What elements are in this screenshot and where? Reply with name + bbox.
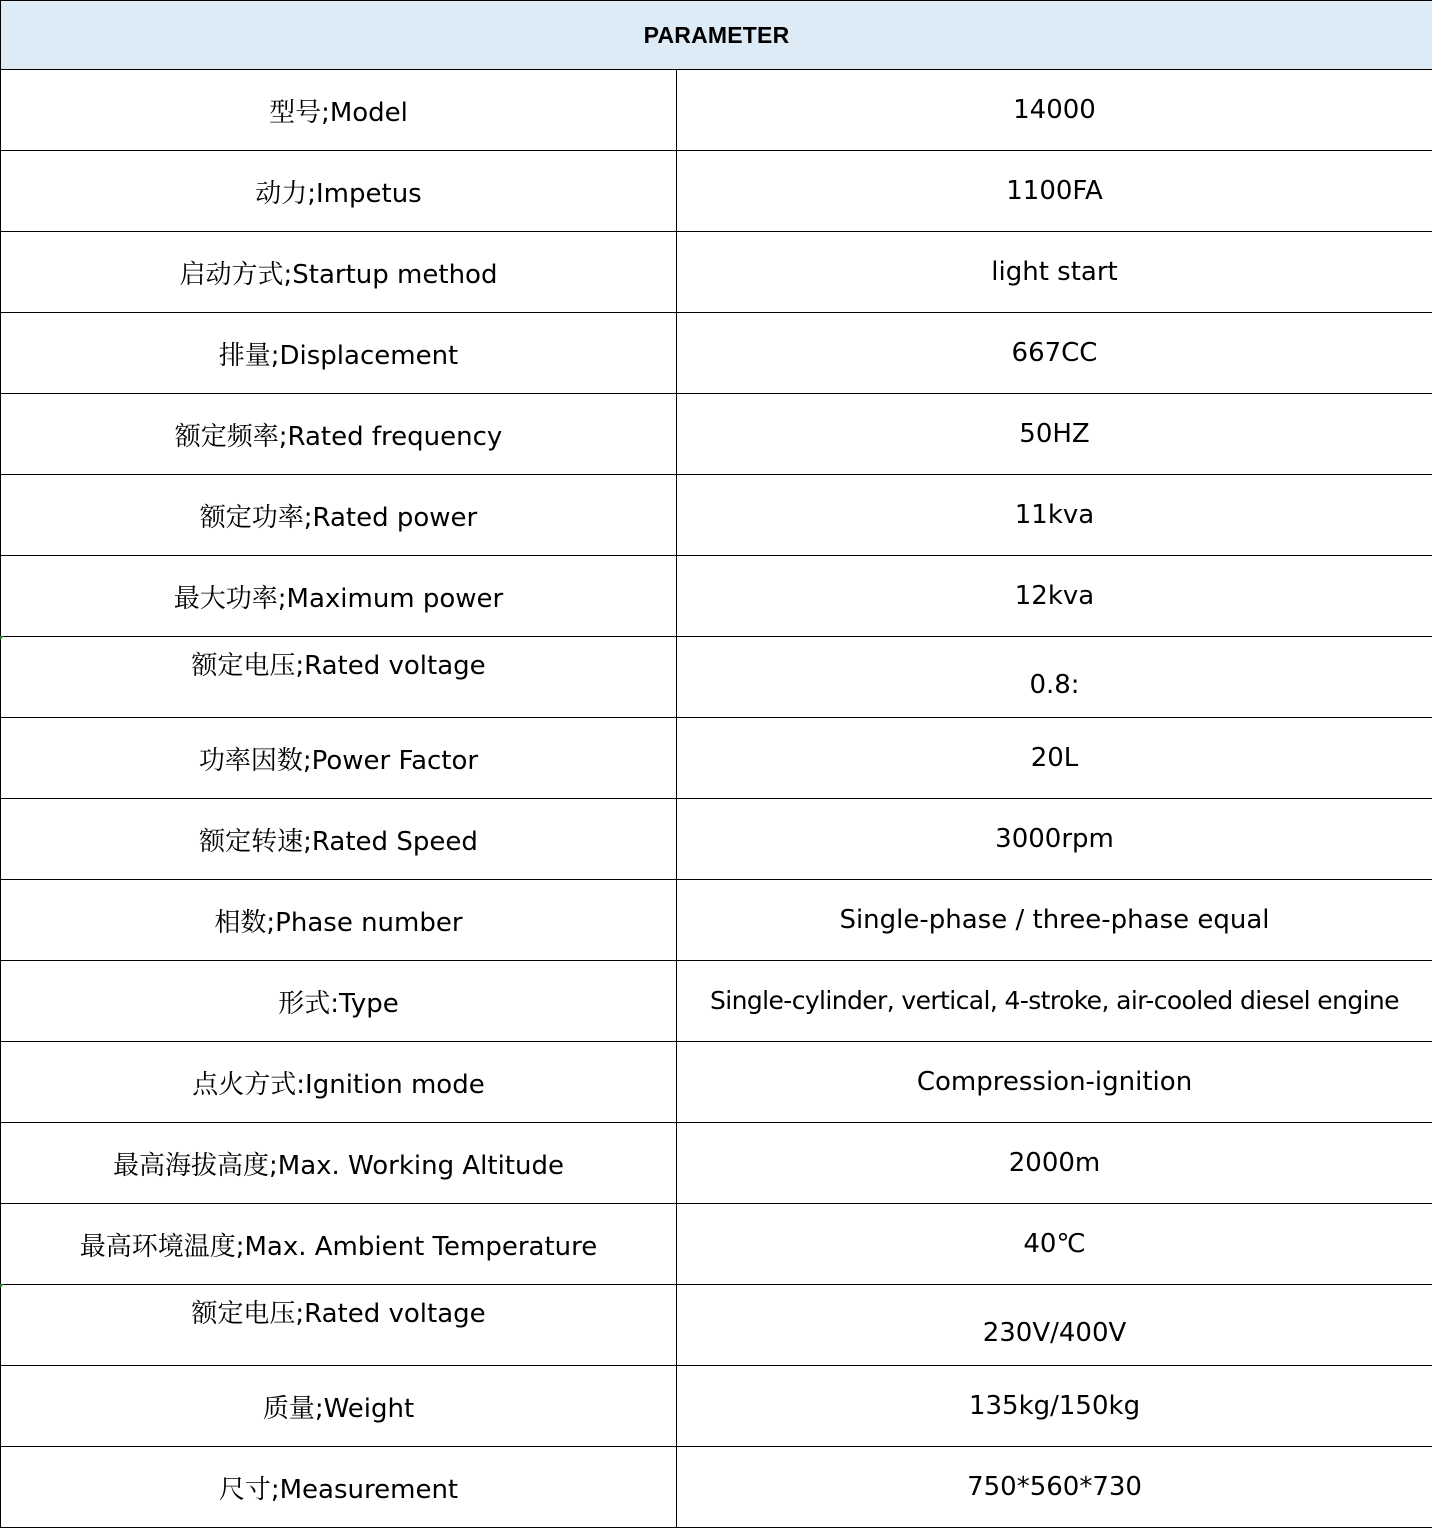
row-value-text: Compression-ignition [916, 1067, 1193, 1097]
row-value [677, 1204, 1432, 1285]
row-value-text: 50HZ [1019, 419, 1090, 449]
table-row [1, 1366, 1432, 1447]
row-value-text: 667CC [1011, 338, 1098, 368]
row-label-text: 型号;Model [269, 97, 408, 128]
row-value-text: 11kva [1014, 500, 1095, 530]
row-label [1, 475, 677, 556]
row-value-text: 135kg/150kg [968, 1391, 1141, 1421]
row-value [677, 70, 1432, 151]
row-label [1, 70, 677, 151]
row-label-text: 额定功率;Rated power [199, 502, 478, 533]
row-label-text: 相数;Phase number [214, 907, 463, 938]
table-row [1, 637, 1432, 718]
row-label-text: 最大功率;Maximum power [173, 583, 504, 614]
row-value-text: 14000 [1013, 95, 1096, 125]
row-value [677, 1285, 1432, 1366]
row-label [1, 1285, 677, 1366]
row-label-text: 排量;Displacement [218, 340, 459, 371]
row-label [1, 799, 677, 880]
row-label-text: 形式:Type [278, 988, 399, 1019]
row-label [1, 961, 677, 1042]
row-value [677, 1042, 1432, 1123]
row-label-text: 点火方式:Ignition mode [192, 1069, 485, 1100]
row-label [1, 1042, 677, 1123]
row-label-text: 额定频率;Rated frequency [174, 421, 503, 452]
row-label-text: 额定电压;Rated voltage [191, 651, 486, 681]
row-label [1, 1123, 677, 1204]
row-label [1, 1204, 677, 1285]
row-label [1, 1447, 677, 1528]
cell-comment-marker [0, 1284, 4, 1288]
row-value-text: 40℃ [1023, 1229, 1086, 1259]
row-value [677, 394, 1432, 475]
row-value [677, 1447, 1432, 1528]
table-row [1, 961, 1432, 1042]
table-row [1, 1285, 1432, 1366]
row-value-text: 230V/400V [982, 1318, 1127, 1348]
row-label-text: 额定电压;Rated voltage [191, 1299, 486, 1329]
row-value [677, 961, 1432, 1042]
row-value [677, 799, 1432, 880]
table-header: PARAMETER [1, 1, 1432, 70]
table-row [1, 718, 1432, 799]
row-label [1, 1366, 677, 1447]
row-value-text: 12kva [1014, 581, 1095, 611]
row-value-text: Single-cylinder, vertical, 4-stroke, air-cooled diesel engine [710, 986, 1399, 1015]
row-label [1, 718, 677, 799]
row-label [1, 637, 677, 718]
row-value [677, 637, 1432, 718]
row-label-text: 额定转速;Rated Speed [199, 826, 478, 857]
table-row [1, 799, 1432, 880]
row-value [677, 151, 1432, 232]
row-label-text: 启动方式;Startup method [179, 259, 498, 290]
row-value-text: 750*560*730 [967, 1472, 1142, 1502]
row-value [677, 1123, 1432, 1204]
table-row [1, 1123, 1432, 1204]
row-label [1, 151, 677, 232]
row-value-text: 20L [1030, 743, 1079, 773]
row-label [1, 394, 677, 475]
row-label-text: 最高环境温度;Max. Ambient Temperature [79, 1231, 598, 1262]
row-value-text: Single-phase / three-phase equal [839, 905, 1270, 935]
row-value-text: light start [991, 257, 1118, 287]
row-value-text: 2000m [1008, 1148, 1101, 1178]
row-label [1, 556, 677, 637]
table-row [1, 151, 1432, 232]
table-header-row [1, 1, 1432, 70]
row-label-text: 功率因数;Power Factor [198, 745, 479, 776]
row-value [677, 313, 1432, 394]
row-value [677, 880, 1432, 961]
table-row [1, 1447, 1432, 1528]
row-label-text: 尺寸;Measurement [218, 1474, 459, 1505]
row-label-text: 最高海拔高度;Max. Working Altitude [113, 1150, 564, 1181]
row-value [677, 556, 1432, 637]
table-row [1, 313, 1432, 394]
row-value-text: 3000rpm [995, 824, 1114, 854]
table-row [1, 1042, 1432, 1123]
row-label-text: 质量;Weight [262, 1393, 415, 1424]
row-label [1, 232, 677, 313]
row-value [677, 232, 1432, 313]
table-row [1, 232, 1432, 313]
row-label [1, 313, 677, 394]
row-label-text: 动力;Impetus [255, 178, 422, 209]
row-value-text: 1100FA [1006, 176, 1103, 206]
table-row [1, 394, 1432, 475]
table-row [1, 1204, 1432, 1285]
table-row [1, 475, 1432, 556]
cell-comment-marker [0, 636, 4, 640]
row-value [677, 718, 1432, 799]
row-label [1, 880, 677, 961]
table-row [1, 70, 1432, 151]
table-row [1, 556, 1432, 637]
table-row [1, 880, 1432, 961]
row-value-text: 0.8: [1029, 670, 1080, 700]
row-value [677, 475, 1432, 556]
row-value [677, 1366, 1432, 1447]
